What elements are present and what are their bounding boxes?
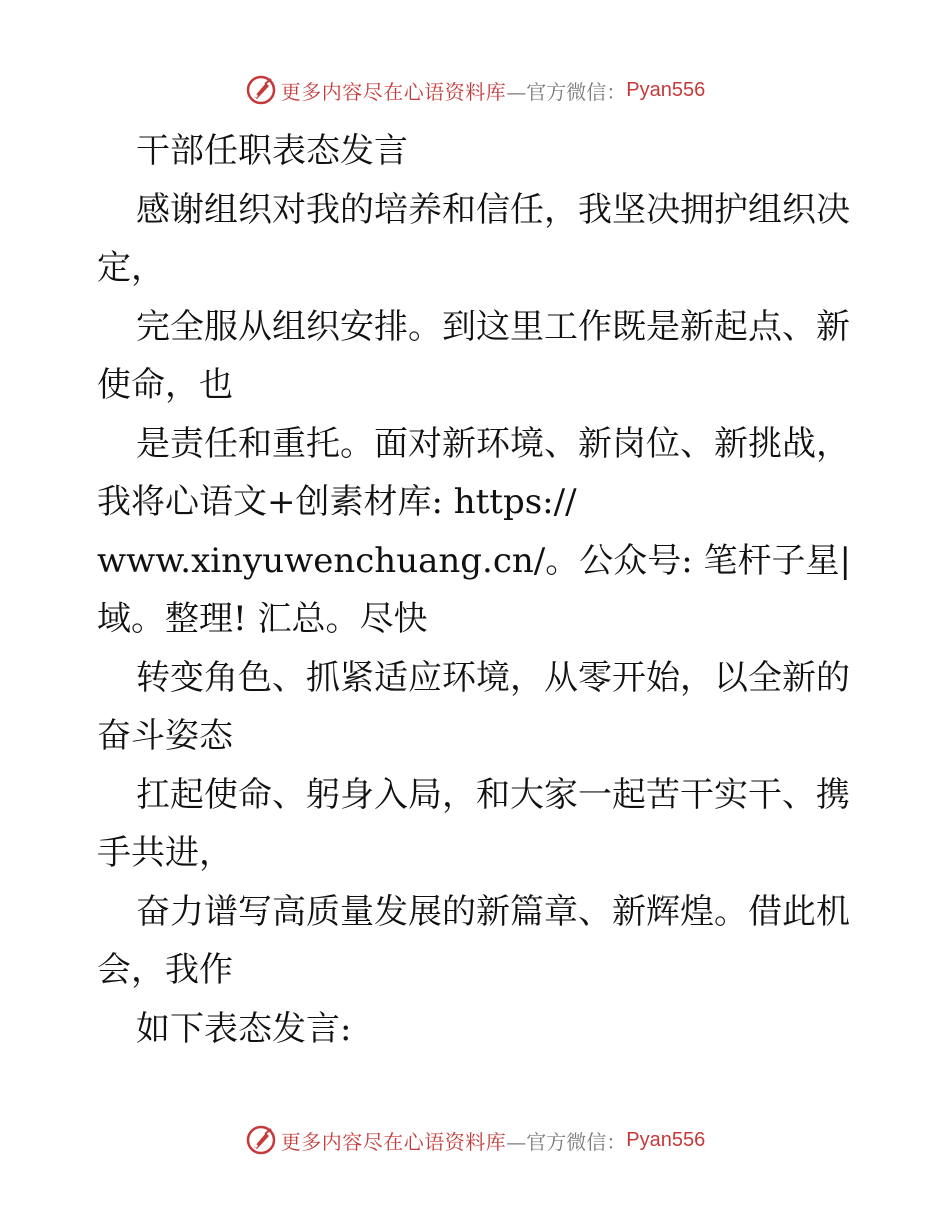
watermark-wechat-id: Pyan556 [626, 1128, 706, 1151]
paragraph-line: 我将心语文+创素材库: https:// [97, 482, 577, 522]
paragraph-line: 手共进， [97, 833, 233, 873]
document-body [97, 122, 857, 1058]
quill-pen-seal-icon [245, 1124, 277, 1156]
watermark-wechat-id: Pyan556 [626, 78, 706, 101]
paragraph-line: 使命，也 [97, 365, 233, 405]
paragraph-line: 定， [97, 248, 165, 288]
footer-watermark [0, 1120, 950, 1160]
paragraph-line: 如下表态发言: [136, 1008, 352, 1049]
paragraph-line: 会，我作 [97, 950, 233, 990]
watermark-wechat-label: —官方微信： [506, 79, 627, 104]
paragraph-line: 完全服从组织安排。到这里工作既是新起点、新 [136, 306, 850, 347]
paragraph-line: 奋斗姿态 [97, 716, 233, 756]
paragraph-line: 转变角色、抓紧适应环境，从零开始，以全新的 [136, 657, 850, 698]
watermark-text: 更多内容尽在心语资料库 [280, 1129, 507, 1154]
paragraph-line: 域。整理! 汇总。尽快 [97, 599, 428, 639]
header-watermark [0, 70, 950, 110]
watermark-wechat-label: —官方微信： [506, 1129, 627, 1154]
paragraph-line: www.xinyuwenchuang.cn/。公众号: 笔杆子星| [97, 540, 851, 581]
paragraph-line: 奋力谱写高质量发展的新篇章、新辉煌。借此机 [136, 891, 850, 932]
watermark-text: 更多内容尽在心语资料库 [280, 79, 507, 104]
paragraph-line: 感谢组织对我的培养和信任，我坚决拥护组织决 [136, 189, 850, 230]
document-title: 干部任职表态发言 [136, 131, 408, 171]
quill-pen-seal-icon [245, 74, 277, 106]
paragraph-line: 是责任和重托。面对新环境、新岗位、新挑战， [136, 423, 850, 464]
paragraph-line: 扛起使命、躬身入局，和大家一起苦干实干、携 [136, 774, 850, 815]
